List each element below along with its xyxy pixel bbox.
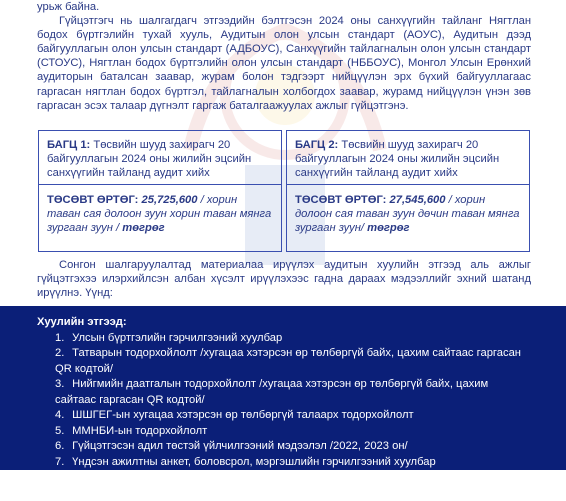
list-item: 3. Нийгмийн даатгалын тодорхойлолт /хугацаа хэтэрсэн өр төлбөргүй байх, цахим сайтаас гаргасан QR кодтой/: [37, 377, 529, 408]
lot-1-cost-words: / хорин таван сая долоон зуун хорин таван мянга зургаан зуун /: [47, 194, 271, 234]
list-item: 5. ММНБИ-ын тодорхойлолт: [37, 424, 529, 440]
lot-2-box: [286, 130, 530, 252]
lot-1-cost-value: 25,725,600: [142, 194, 198, 206]
requirements-title: Хуулийн этгээд:: [37, 315, 529, 331]
requirements-panel: [0, 306, 566, 470]
invite-paragraph: Сонгон шалгаруулалтад материалаа ирүүлэх аудитын хуулийн этгээд аль ажлыг гүйцэтгэхээ илэрхийлсэн албан хүсэлт ирүүлэхээс гадна дараах мэдээллийг эхний шатанд ирүүлнэ. Үүнд:: [37, 258, 531, 300]
lot-1-box: [38, 130, 282, 252]
list-item: 8. Үндсэн ажилтны нийгмийн даатгалын цахим лавлагаа /сүүлийн 1 жилээр/: [37, 470, 529, 486]
lot-2-cost-words: / хорин долоон сая таван зуун дөчин таван мянга зургаан зуун/: [295, 194, 519, 234]
lots-table: [38, 130, 530, 252]
intro-section: [37, 0, 531, 113]
lot-2-header: [287, 131, 529, 185]
lot-1-cost-label: ТӨСӨВТ ӨРТӨГ:: [47, 194, 138, 206]
list-item: 2. Татварын тодорхойлолт /хугацаа хэтэрсэн өр төлбөргүй байх, цахим сайтаас гаргасан QR кодтой/: [37, 346, 529, 377]
intro-line: урьж байна.: [37, 0, 531, 14]
lot-2-cost: [287, 185, 529, 251]
lot-1-title: Төсвийн шууд захирагч 20 байгууллагын 2024 оны жилийн эцсийн санхүүгийн тайланд аудит хийх: [47, 139, 251, 179]
list-item: 7. Үндсэн ажилтны анкет, боловсрол, мэргэшлийн гэрчилгээний хуулбар: [37, 455, 529, 471]
lot-1-cost: [39, 185, 281, 251]
lot-2-label: БАГЦ 2:: [295, 139, 338, 151]
lot-2-cost-value: 27,545,600: [390, 194, 446, 206]
lot-1-label: БАГЦ 1:: [47, 139, 90, 151]
list-item: 9. Санхүүгийн тайлан /2022, 2023 он/: [37, 486, 529, 501]
requirements-list: [37, 331, 529, 501]
invite-section: [37, 258, 531, 300]
list-item: 4. ШШГЕГ-ын хугацаа хэтэрсэн өр төлбөргүй талаарх тодорхойлолт: [37, 408, 529, 424]
lot-1-header: [39, 131, 281, 185]
lot-2-cost-label: ТӨСӨВТ ӨРТӨГ:: [295, 194, 386, 206]
lot-1-currency: төгрөг: [122, 222, 164, 234]
scope-paragraph: Гүйцэтгэгч нь шалгагдагч этгээдийн бэлтгэсэн 2024 оны санхүүгийн тайланг Нягтлан бодох бүртгэлийн тухай хууль, Аудитын олон улсын стандарт (АОУС), Аудитын дээд байгууллагын олон улсын стандарт (АДБОУС), Санхүүгийн тайлагналын олон улсын стандарт (СТОУС), Нягтлан бодох бүртгэлийн олон улсын стандарт (НББОУС), Монгол Улсын Ерөнхий аудиторын баталсан заавар, журам болон тэдгээрт нийцүүлэн эрх бүхий байгууллагаас гаргасан нягтлан бодох бүртгэл, тайлагналын холбогдох заавар, журамд нийцүүлэн үнэн зөв гаргасан эсэх талаар дүгнэлт гаргаж баталгаажуулах ажлыг гүйцэтгэнэ.: [37, 14, 531, 113]
lot-2-title: Төсвийн шууд захирагч 20 байгууллагын 2024 оны жилийн эцсийн санхүүгийн тайланд аудит хийх: [295, 139, 499, 179]
list-item: 1. Улсын бүртгэлийн гэрчилгээний хуулбар: [37, 331, 529, 347]
list-item: 6. Гүйцэтгэсэн адил төстэй үйлчилгээний мэдээлэл /2022, 2023 он/: [37, 439, 529, 455]
lot-2-currency: төгрөг: [367, 222, 409, 234]
